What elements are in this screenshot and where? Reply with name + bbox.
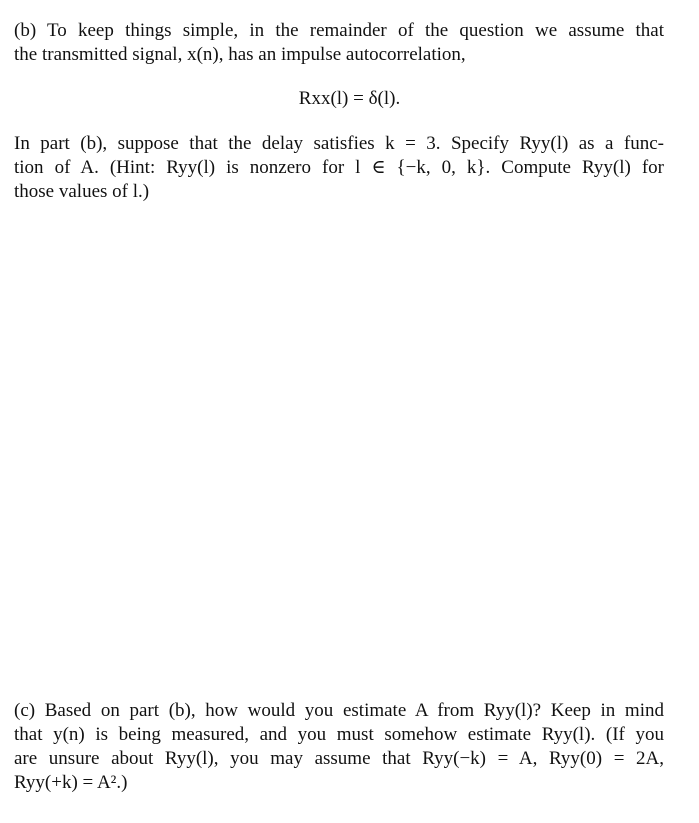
part-c-line-3: are unsure about Ryy(l), you may assume that Ryy(−k) = A, Ryy(0) = 2A,	[14, 748, 664, 769]
part-c-line-4: Ryy(+k) = A².)	[14, 772, 128, 793]
part-b-intro-line-2: the transmitted signal, x(n), has an impulse autocorrelation,	[14, 44, 466, 65]
autocorrelation-equation: Rxx(l) = δ(l).	[298, 88, 401, 109]
part-b-question	[14, 131, 664, 203]
part-b-question-line-2: tion of A. (Hint: Ryy(l) is nonzero for l ∈ {−k, 0, k}. Compute Ryy(l) for	[14, 157, 664, 178]
part-c-question	[14, 698, 664, 794]
part-b-question-line-1: In part (b), suppose that the delay satisfies k = 3. Specify Ryy(l) as a func-	[14, 133, 664, 154]
answer-space	[14, 215, 664, 695]
part-c-line-2: that y(n) is being measured, and you must somehow estimate Ryy(l). (If you	[14, 724, 664, 745]
part-b-intro-line-1: (b) To keep things simple, in the remainder of the question we assume that	[14, 20, 664, 41]
part-b-intro	[14, 18, 664, 66]
part-b-question-line-3: those values of l.)	[14, 181, 150, 202]
part-c-line-1: (c) Based on part (b), how would you estimate A from Ryy(l)? Keep in mind	[14, 700, 664, 721]
